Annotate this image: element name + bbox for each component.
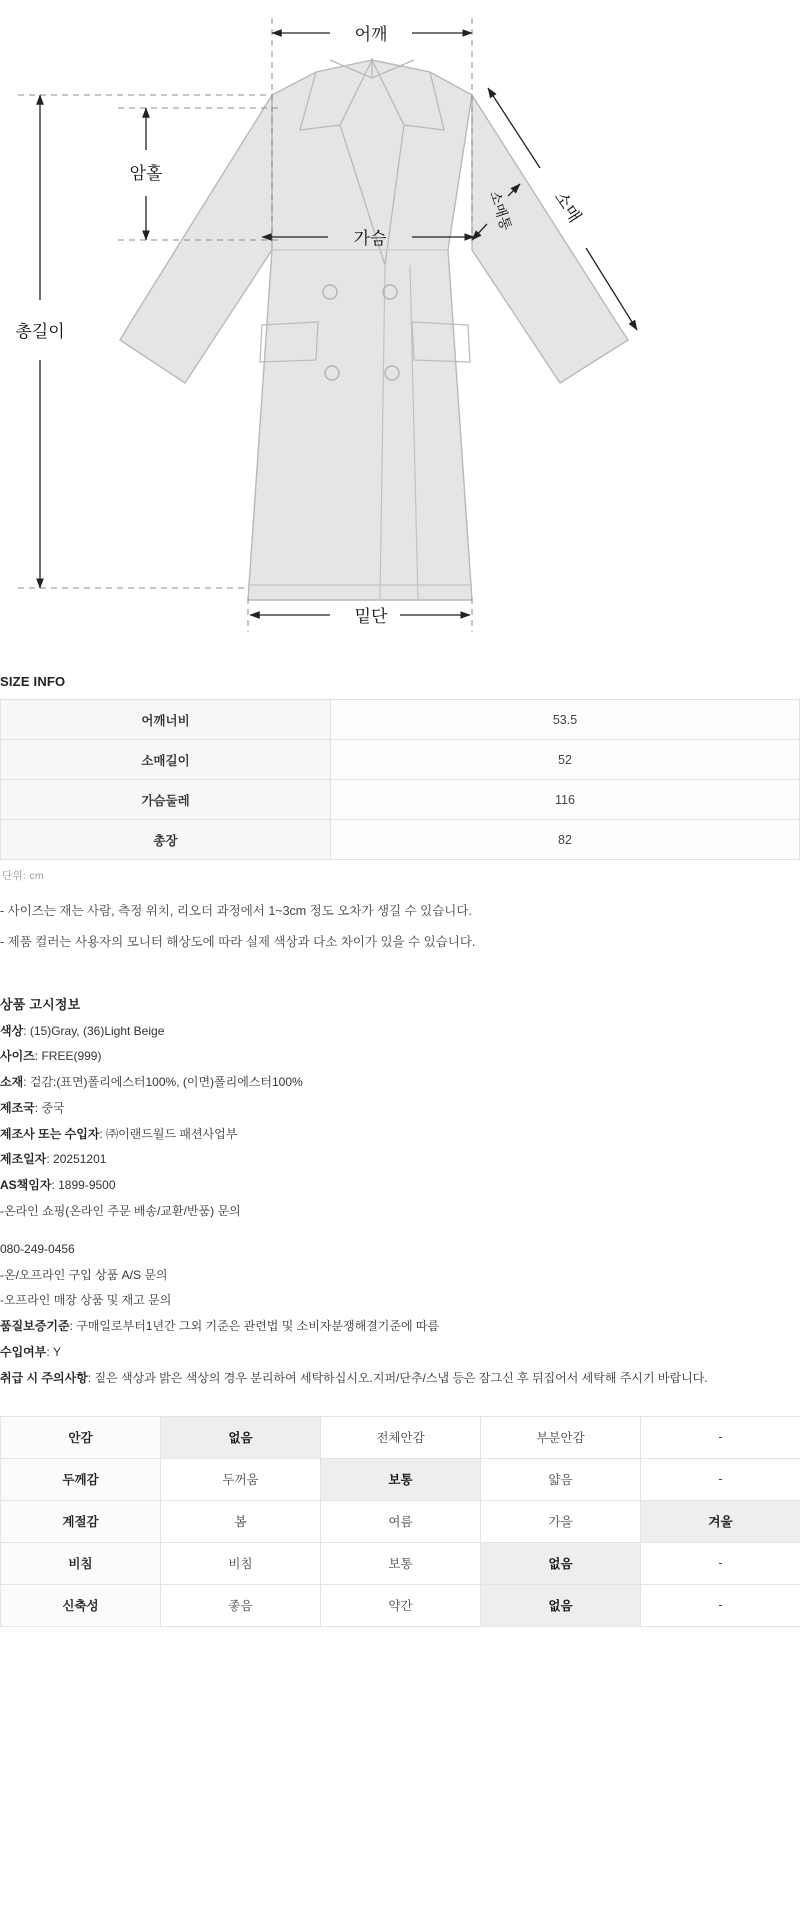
attr-row-head: 안감 bbox=[1, 1416, 161, 1458]
size-unit-note: 단위: cm bbox=[2, 870, 44, 882]
size-info-table bbox=[0, 699, 800, 860]
spec-label: 색상 bbox=[0, 1023, 24, 1038]
spec-label: 수입여부 bbox=[0, 1345, 47, 1360]
spec-label: 취급 시 주의사항 bbox=[0, 1370, 88, 1385]
attr-cell: 좋음 bbox=[161, 1584, 321, 1626]
attr-cell: 가을 bbox=[481, 1500, 641, 1542]
label-hem: 밑단 bbox=[354, 607, 388, 626]
attr-row-head: 신축성 bbox=[1, 1584, 161, 1626]
spec-value: -온/오프라인 구입 상품 A/S 문의 bbox=[0, 1267, 168, 1282]
spec-value: : 중국 bbox=[34, 1100, 65, 1115]
table-row bbox=[1, 740, 800, 780]
label-sleeve-width: 소매통 bbox=[486, 188, 515, 233]
attr-cell: 얇음 bbox=[481, 1458, 641, 1500]
label-armhole: 암홀 bbox=[129, 164, 163, 183]
attr-cell: 부분안감 bbox=[481, 1416, 641, 1458]
spec-label: 품질보증기준 bbox=[0, 1319, 70, 1334]
attr-cell: 없음 bbox=[481, 1584, 641, 1626]
label-shoulder: 어깨 bbox=[354, 25, 388, 44]
attr-cell: - bbox=[641, 1458, 800, 1500]
attr-cell: 없음 bbox=[161, 1416, 321, 1458]
spec-row bbox=[0, 1346, 800, 1360]
garment-measurement-diagram bbox=[0, 0, 800, 660]
spec-row bbox=[0, 1243, 800, 1257]
table-row bbox=[1, 820, 800, 860]
table-row bbox=[1, 1500, 800, 1542]
size-row-label: 어깨너비 bbox=[1, 700, 331, 740]
size-notice-2: - 제품 컬러는 사용자의 모니터 해상도에 따라 실제 색상과 다소 차이가 있을 수 있습니다. bbox=[0, 934, 476, 949]
attr-row-head: 계절감 bbox=[1, 1500, 161, 1542]
size-row-value: 116 bbox=[331, 780, 800, 820]
spec-value: : ㈜이랜드월드 패션사업부 bbox=[99, 1126, 238, 1141]
attr-cell: - bbox=[641, 1584, 800, 1626]
attr-row-head: 두께감 bbox=[1, 1458, 161, 1500]
spec-value: 080-249-0456 bbox=[0, 1241, 75, 1256]
spec-label: 제조국 bbox=[0, 1100, 35, 1115]
coat-diagram-svg bbox=[0, 0, 800, 660]
attr-cell: - bbox=[641, 1416, 800, 1458]
coat-body-shape bbox=[120, 60, 628, 600]
spec-value: : 1899-9500 bbox=[51, 1178, 116, 1193]
size-row-label: 소매길이 bbox=[1, 740, 331, 780]
attr-cell: 보통 bbox=[321, 1542, 481, 1584]
spec-row bbox=[0, 1102, 800, 1116]
size-row-label: 가슴둘레 bbox=[1, 780, 331, 820]
size-row-value: 53.5 bbox=[331, 700, 800, 740]
attr-cell: 전체안감 bbox=[321, 1416, 481, 1458]
spec-value: : 짙은 색상과 밝은 색상의 경우 분리하여 세탁하십시오.지퍼/단추/스냅 등은 잠그신 후 뒤집어서 세탁해 주시기 바랍니다. bbox=[87, 1370, 708, 1385]
product-notice-title: 상품 고시정보 bbox=[0, 996, 81, 1012]
spec-value: : 겉감:(표면)폴리에스터100%, (이면)폴리에스터100% bbox=[23, 1075, 303, 1090]
spec-value: : (15)Gray, (36)Light Beige bbox=[23, 1023, 165, 1038]
spec-value: -오프라인 매장 상품 및 재고 문의 bbox=[0, 1293, 172, 1308]
attr-cell: 겨울 bbox=[641, 1500, 800, 1542]
spec-row bbox=[0, 1320, 800, 1334]
spec-value: : Y bbox=[46, 1345, 62, 1360]
spec-label: 제조일자 bbox=[0, 1152, 47, 1167]
label-sleeve: 소매 bbox=[550, 188, 585, 226]
spec-row bbox=[0, 1269, 800, 1283]
attr-cell: 약간 bbox=[321, 1584, 481, 1626]
spec-row bbox=[0, 1205, 800, 1219]
size-notice-1: - 사이즈는 재는 사람, 측정 위치, 리오더 과정에서 1~3cm 정도 오차가 생길 수 있습니다. bbox=[0, 904, 472, 918]
attr-cell: 없음 bbox=[481, 1542, 641, 1584]
size-row-label: 총장 bbox=[1, 820, 331, 860]
table-row bbox=[1, 1584, 800, 1626]
attr-cell: 비침 bbox=[161, 1542, 321, 1584]
spec-row bbox=[0, 1128, 800, 1142]
spec-row bbox=[0, 1050, 800, 1064]
label-total-length: 총길이 bbox=[15, 322, 65, 341]
spec-row bbox=[0, 1179, 800, 1193]
attr-cell: 보통 bbox=[321, 1458, 481, 1500]
attribute-table bbox=[0, 1416, 800, 1627]
label-chest: 가슴 bbox=[353, 229, 387, 248]
spec-row bbox=[0, 1372, 800, 1386]
table-row bbox=[1, 1458, 800, 1500]
spec-row bbox=[0, 1294, 800, 1308]
table-row bbox=[1, 780, 800, 820]
spec-row bbox=[0, 1076, 800, 1090]
attr-row-head: 비침 bbox=[1, 1542, 161, 1584]
attr-cell: 봄 bbox=[161, 1500, 321, 1542]
spec-row bbox=[0, 1025, 800, 1039]
spec-label: AS책임자 bbox=[0, 1178, 52, 1193]
size-info-title: SIZE INFO bbox=[0, 674, 66, 689]
spec-value: -온라인 쇼핑(온라인 주문 배송/교환/반품) 문의 bbox=[0, 1204, 241, 1219]
spec-row bbox=[0, 1153, 800, 1167]
table-row bbox=[1, 1542, 800, 1584]
spec-label: 제조사 또는 수입자 bbox=[0, 1126, 100, 1141]
size-row-value: 82 bbox=[331, 820, 800, 860]
spec-label: 소재 bbox=[0, 1075, 24, 1090]
table-row bbox=[1, 1416, 800, 1458]
spec-value: : FREE(999) bbox=[34, 1049, 102, 1064]
size-row-value: 52 bbox=[331, 740, 800, 780]
attr-cell: 두꺼움 bbox=[161, 1458, 321, 1500]
attr-cell: - bbox=[641, 1542, 800, 1584]
spec-value: : 구매일로부터1년간 그외 기준은 관련법 및 소비자분쟁해결기준에 따름 bbox=[69, 1319, 440, 1334]
spec-label: 사이즈 bbox=[0, 1049, 35, 1064]
table-row bbox=[1, 700, 800, 740]
attr-cell: 여름 bbox=[321, 1500, 481, 1542]
spec-value: : 20251201 bbox=[46, 1152, 107, 1167]
